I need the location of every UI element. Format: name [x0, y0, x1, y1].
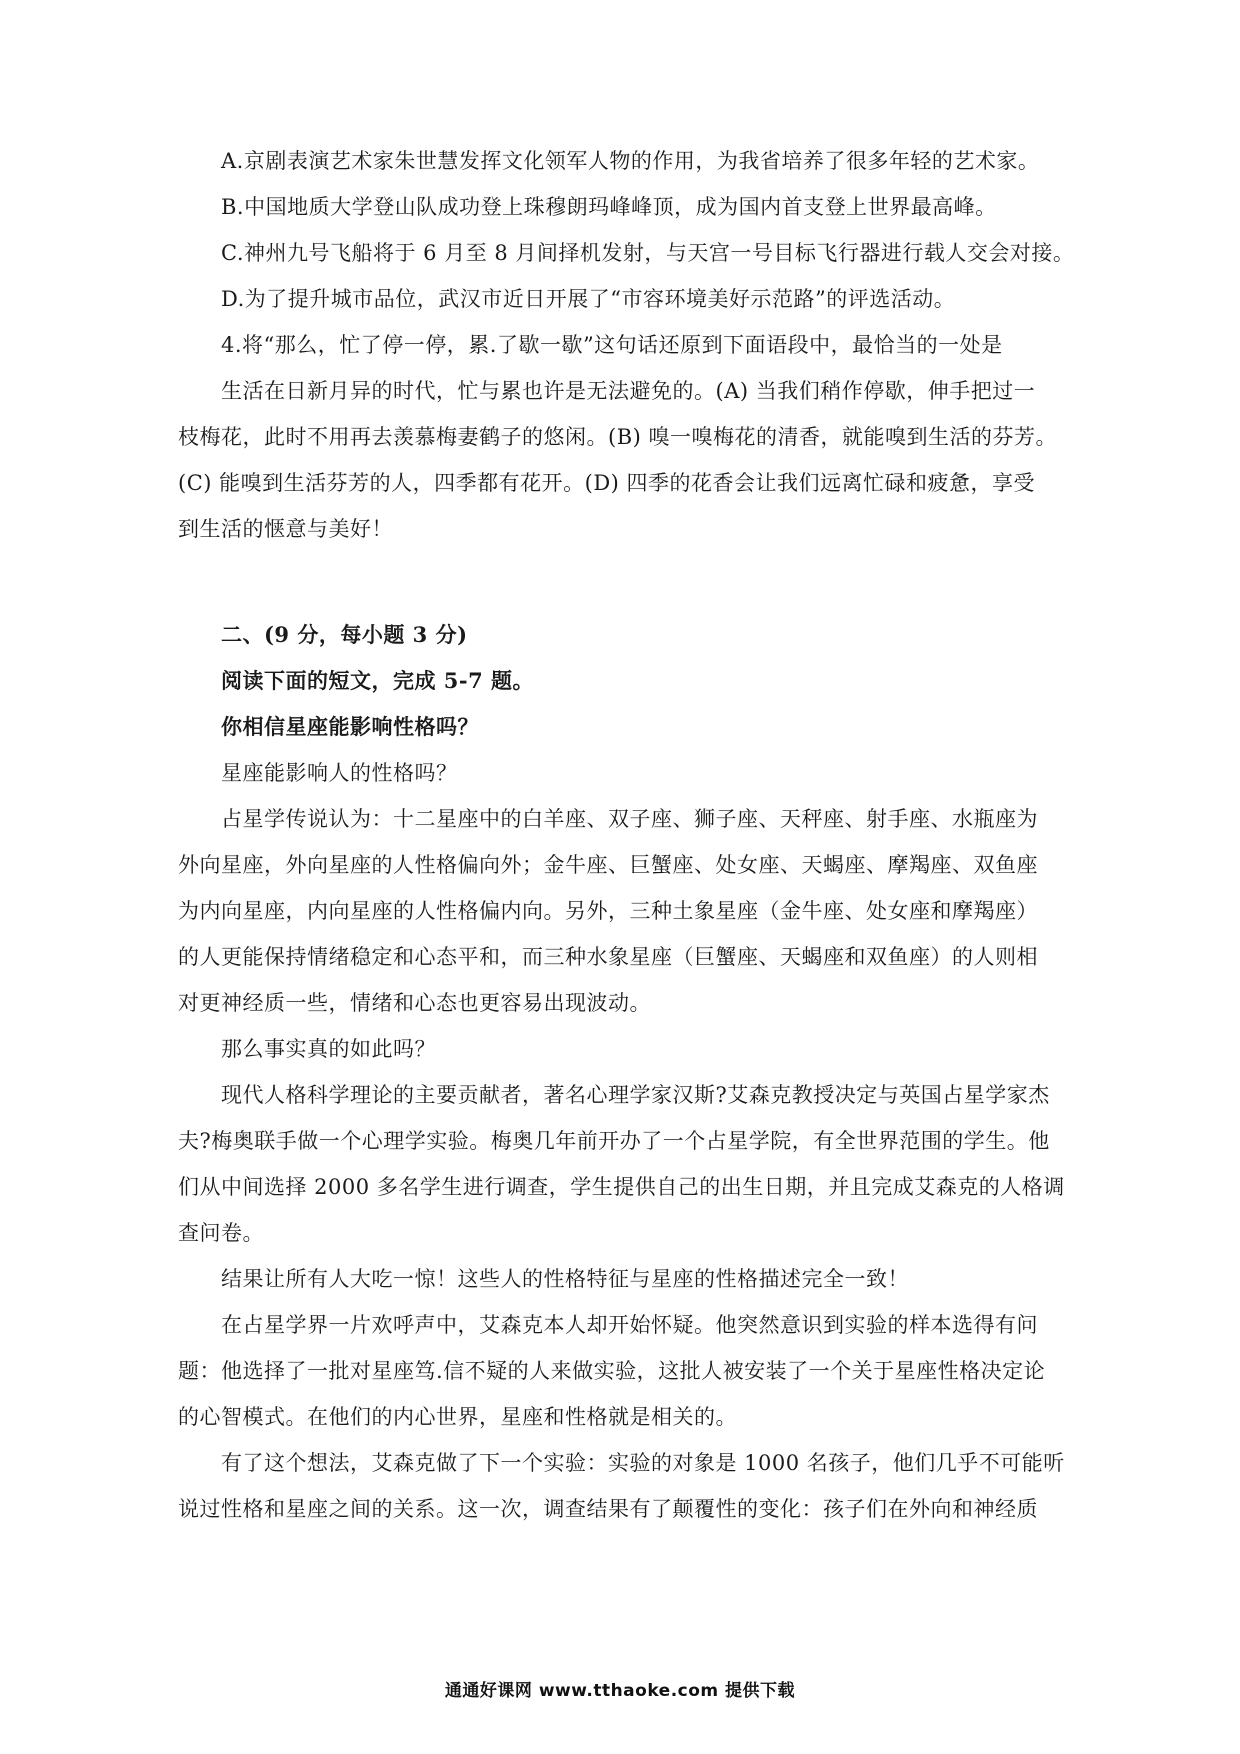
- section-gap: [178, 552, 1068, 612]
- option-d: D.为了提升城市品位，武汉市近日开展了“市容环境美好示范路”的评选活动。: [221, 287, 956, 311]
- passage-4-line: 到生活的惬意与美好！: [178, 517, 393, 541]
- article-line: 外向星座，外向星座的人性格偏向外；金牛座、巨蟹座、处女座、天蝎座、摩羯座、双鱼座: [178, 853, 1038, 877]
- article-line: 题：他选择了一批对星座笃.信不疑的人来做实验，这批人被安装了一个关于星座性格决定论: [178, 1359, 1046, 1383]
- passage-4-line: (C) 能嗅到生活芬芳的人，四季都有花开。(D) 四季的花香会让我们远离忙碌和疲惫，享受: [178, 471, 1036, 495]
- article-line: 星座能影响人的性格吗？: [221, 761, 458, 785]
- article-line: 的心智模式。在他们的内心世界，星座和性格就是相关的。: [178, 1405, 737, 1429]
- article-line: 说过性格和星座之间的关系。这一次，调查结果有了颠覆性的变化：孩子们在外向和神经质: [178, 1497, 1038, 1521]
- article-body: [178, 750, 1068, 1532]
- section-2-title: 二、(9 分，每小题 3 分): [221, 622, 468, 647]
- article-line: 占星学传说认为：十二星座中的白羊座、双子座、狮子座、天秤座、射手座、水瓶座为: [221, 807, 1038, 831]
- article-line: 的人更能保持情绪稳定和心态平和，而三种水象星座（巨蟹座、天蝎座和双鱼座）的人则相: [178, 945, 1038, 969]
- passage-4-line: 生活在日新月异的时代，忙与累也许是无法避免的。(A) 当我们稍作停歇，伸手把过一: [221, 379, 1036, 403]
- question-4: 4.将“那么，忙了停一停，累.了歇一歇”这句话还原到下面语段中，最恰当的一处是: [221, 333, 1003, 357]
- passage-4-line: 枝梅花，此时不用再去羡慕梅妻鹤子的悠闲。(B) 嗅一嗅梅花的清香，就能嗅到生活的芬芳。: [178, 425, 1057, 449]
- option-a: A.京剧表演艺术家朱世慧发挥文化领军人物的作用，为我省培养了很多年轻的艺术家。: [221, 149, 1040, 173]
- article-line: 那么事实真的如此吗？: [221, 1037, 436, 1061]
- section-2-instruction: 阅读下面的短文，完成 5-7 题。: [221, 668, 535, 693]
- article-line: 结果让所有人大吃一惊！这些人的性格特征与星座的性格描述完全一致！: [221, 1267, 909, 1291]
- article-line: 们从中间选择 2000 多名学生进行调查，学生提供自己的出生日期，并且完成艾森克的人格调: [178, 1175, 1065, 1199]
- article-line: 为内向星座，内向星座的人性格偏内向。另外，三种土象星座（金牛座、处女座和摩羯座）: [178, 899, 1038, 923]
- page-footer: 通通好课网 www.tthaoke.com 提供下载: [444, 1681, 796, 1701]
- article-line: 对更神经质一些，情绪和心态也更容易出现波动。: [178, 991, 651, 1015]
- article-line: 现代人格科学理论的主要贡献者，著名心理学家汉斯?艾森克教授决定与英国占星学家杰: [221, 1083, 1050, 1107]
- article-line: 查问卷。: [178, 1221, 264, 1245]
- option-c: C.神州九号飞船将于 6 月至 8 月间择机发射，与天宫一号目标飞行器进行载人交会对接。: [221, 241, 1075, 265]
- article-line: 夫?梅奥联手做一个心理学实验。梅奥几年前开办了一个占星学院，有全世界范围的学生。他: [178, 1129, 1050, 1153]
- article-line: 在占星学界一片欢呼声中，艾森克本人却开始怀疑。他突然意识到实验的样本选得有问: [221, 1313, 1038, 1337]
- option-b: B.中国地质大学登山队成功登上珠穆朗玛峰峰顶，成为国内首支登上世界最高峰。: [221, 195, 997, 219]
- article-title: 你相信星座能影响性格吗？: [221, 714, 479, 739]
- document-content: [178, 138, 1075, 1532]
- article-line: 有了这个想法，艾森克做了下一个实验：实验的对象是 1000 名孩子，他们几乎不可能听: [221, 1451, 1065, 1475]
